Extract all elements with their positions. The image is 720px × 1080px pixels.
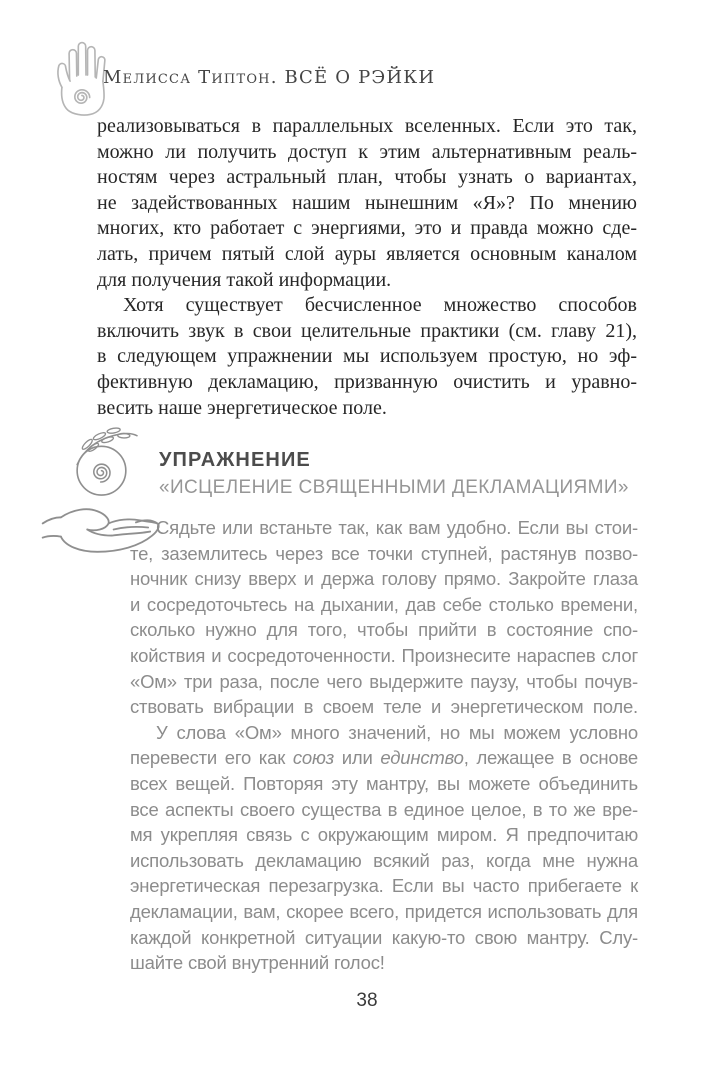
text-line: те, заземлитесь через все точки ступней, растянув позво- [130, 542, 638, 564]
text-segment: или [334, 747, 381, 769]
text-line: лать, причем пятый слой ауры является основным каналом [97, 242, 637, 265]
text-line: «Ом» три раза, после чего выдержите паузу, чтобы почув- [130, 670, 638, 692]
exercise-text-block [130, 515, 638, 976]
text-line: мя укрепляя связь с окружающим миром. Я предпочитаю [130, 824, 638, 846]
text-line: реализовываться в параллельных вселенных. Если это так, [97, 115, 637, 137]
text-line: всех вещей. Повторяя эту мантру, вы можете объединить [130, 772, 638, 794]
text-line: ностям через астральный план, чтобы узнать о вариантах, [97, 166, 637, 189]
text-line: Хотя существует бесчисленное множество способов [123, 294, 637, 317]
text-line: Сядьте или встаньте так, как вам удобно. Если вы стои- [156, 517, 638, 538]
text-line: все аспекты своего существа в единое целое, в то же вре- [130, 798, 638, 820]
text-line: можно ли получить доступ к этим альтернативным реаль- [97, 140, 637, 163]
text-line: фективную декламацию, призванную очистить и уравно- [97, 370, 637, 393]
text-line: не задействованных нашим нынешним «Я»? По мнению [97, 191, 637, 214]
text-line [130, 745, 638, 771]
text-line: для получения такой информации. [97, 268, 392, 291]
text-line: шайте свой внутренний голос! [130, 952, 385, 974]
italic-text: единство [380, 747, 464, 769]
text-line: использовать декламацию всякий раз, когда мне нужна [130, 849, 638, 871]
text-line: У слова «Ом» много значений, но мы можем условно [156, 721, 638, 743]
text-segment: перевести его как [130, 747, 293, 769]
italic-text: союз [292, 747, 335, 769]
page-number: 38 [356, 990, 378, 1011]
text-line: в следующем упражнении мы используем простую, но эф- [97, 345, 637, 368]
text-line: и сосредоточьтесь на дыхании, дав себе столько времени, [130, 593, 638, 615]
main-text-block [97, 114, 637, 421]
text-line: ствовать вибрации в своем теле и энергетическом поле. [130, 696, 638, 718]
text-line: включить звук в свои целительные практики (см. главу 21), [97, 319, 637, 342]
text-line: энергетическая перезагрузка. Если вы часто прибегаете к [130, 875, 638, 897]
text-segment: , лежащее в основе [463, 747, 638, 769]
exercise-title: «ИСЦЕЛЕНИЕ СВЯЩЕННЫМИ ДЕКЛАМАЦИЯМИ» [159, 477, 629, 498]
exercise-label: УПРАЖНЕНИЕ [159, 449, 311, 471]
text-line: ночник снизу вверх и держа голову прямо. Закройте глаза [130, 568, 638, 590]
book-header-title: Мелисса Типтон. ВСЁ О РЭЙКИ [103, 67, 436, 88]
text-line: многих, кто работает с энергиями, это и правда можно сде- [97, 217, 637, 240]
text-line: весить наше энергетическое поле. [97, 396, 387, 419]
text-line: сколько нужно для того, чтобы прийти в состояние спо- [130, 619, 638, 641]
text-line: каждой конкретной ситуации какую-то свою мантру. Слу- [130, 926, 638, 948]
text-line: койствия и сосредоточенности. Произнесите нараспев слог [130, 644, 638, 666]
text-line: декламации, вам, скорее всего, придется использовать для [130, 900, 638, 922]
